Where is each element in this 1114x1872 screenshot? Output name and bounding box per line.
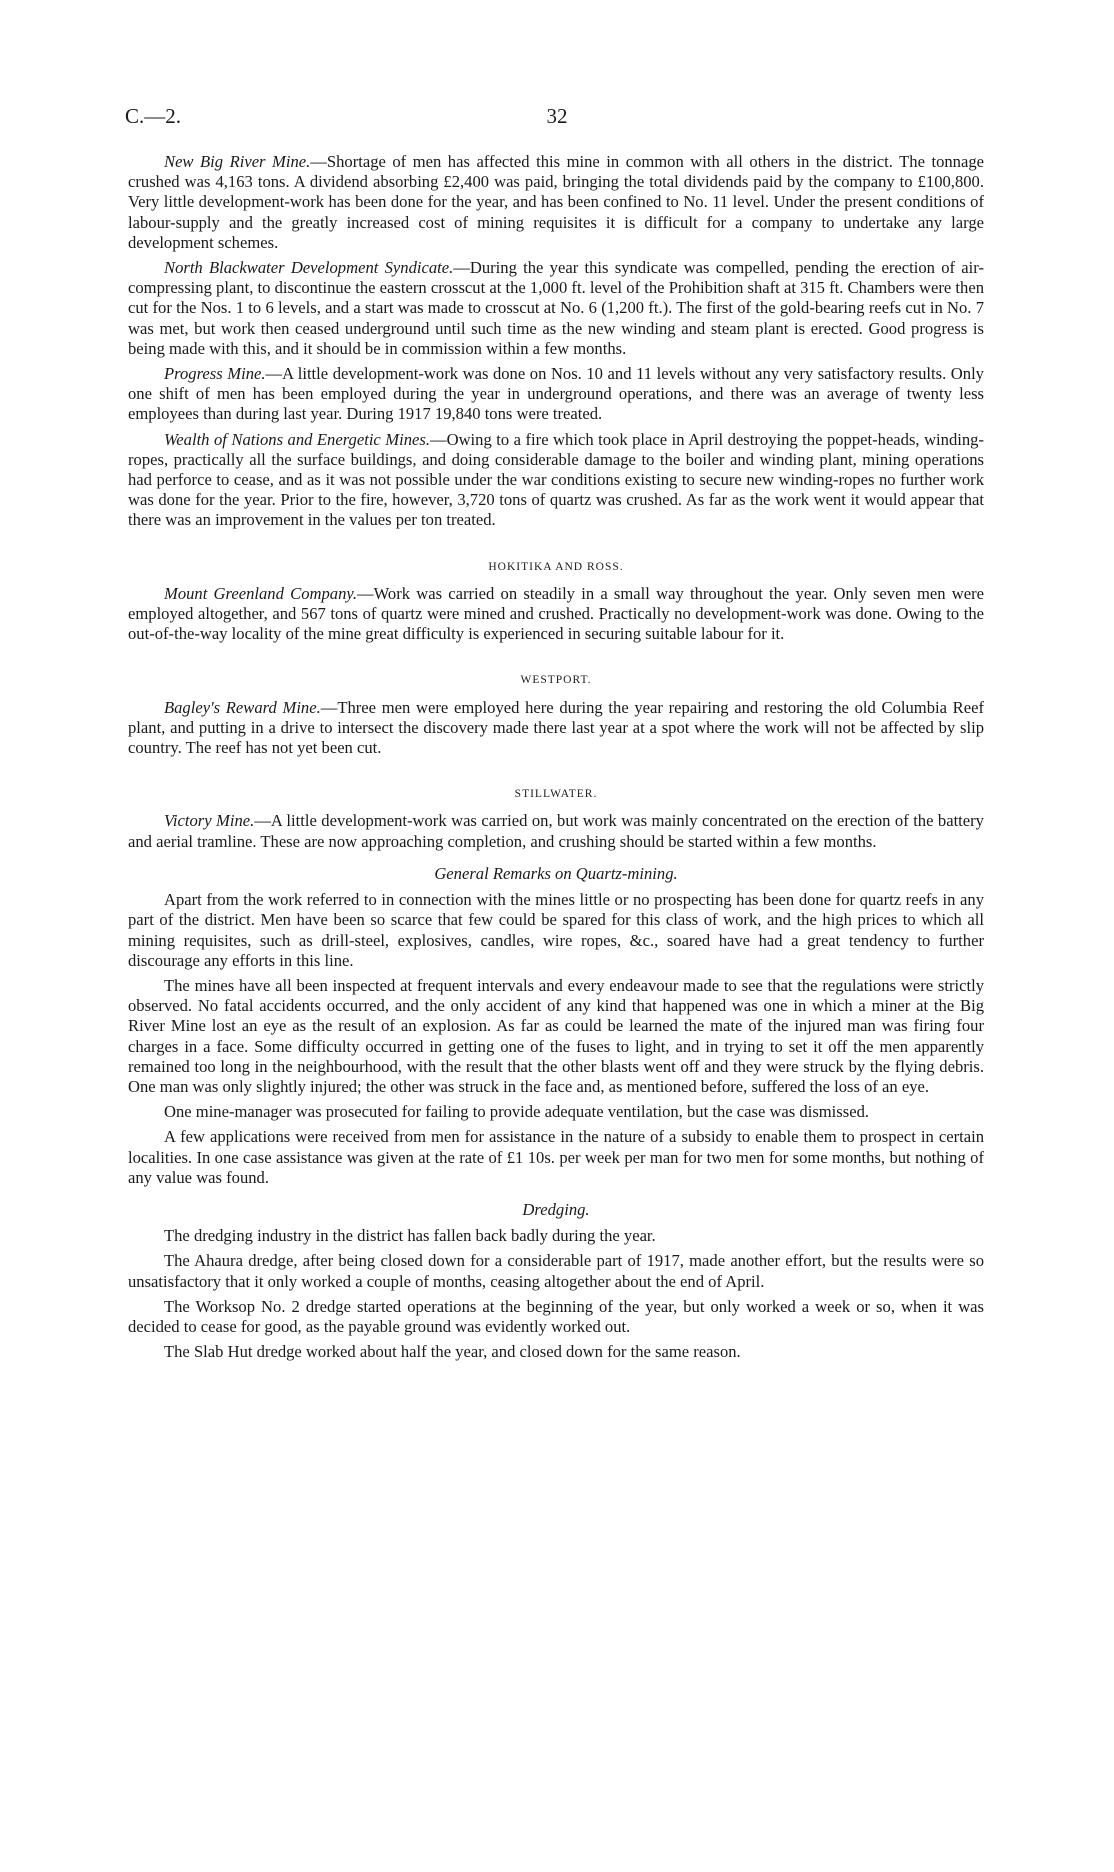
paragraph	[128, 1102, 984, 1122]
paragraph-text: —During the year this syndicate was compelled, pending the erection of air-compressing plant, to discontinue the eastern crosscut at the 1,000 ft. level of the Prohibition shaft at 315 ft. Chambers were then cut for the Nos. 1 to 6 levels, and a start was made to crosscut at No. 6 (1,200 ft.). The first of the gold-bearing reefs cut in No. 7 was met, but work then ceased underground until such time as the new winding and steam plant is erected. Good progress is being made with this, and it should be in commission within a few months.	[128, 258, 984, 358]
paragraph	[128, 152, 984, 253]
paragraph-lead: Mount Greenland Company.	[164, 583, 357, 603]
running-header	[125, 104, 989, 132]
paragraph-text: Apart from the work referred to in connection with the mines little or no prospecting has been done for quartz reefs in any part of the district. Men have been so scarce that few could be spared for this class of work, and the high prices to which all mining requisites, such as drill-steel, explosives, candles, wire ropes, &c., soared have had a great tendency to further discourage any efforts in this line.	[128, 890, 984, 970]
paragraph-text: The mines have all been inspected at frequent intervals and every endeavour made to see that the regulations were strictly observed. No fatal accidents occurred, and the only accident of any kind that happened was one in which a miner at the Big River Mine lost an eye as the result of an explosion. As far as could be learned the mate of the injured man was firing four charges in a face. Some difficulty occurred in getting one of the fuses to light, and in trying to set it off the men apparently remained too long in the neighbourhood, with the result that the other blasts went off and they were struck by the flying debris. One man was only slightly injured; the other was struck in the face and, as mentioned before, suffered the loss of an eye.	[128, 975, 984, 1096]
section-heading: STILLWATER.	[514, 788, 598, 801]
paragraph-lead: Wealth of Nations and Energetic Mines.	[164, 429, 430, 449]
paragraph	[128, 1251, 984, 1291]
paragraph-text: The dredging industry in the district has fallen back badly during the year.	[164, 1226, 656, 1246]
paragraph-text: The Slab Hut dredge worked about half the year, and closed down for the same reason.	[164, 1342, 741, 1362]
paragraph	[128, 1226, 984, 1246]
page-number: 32	[546, 104, 568, 128]
paragraph-text: —Shortage of men has affected this mine in common with all others in the district. The tonnage crushed was 4,163 tons. A dividend absorbing £2,400 was paid, bringing the total dividends paid by the company to £100,800. Very little development-work has been done for the year, and has been confined to No. 11 level. Under the present conditions of labour-supply and the greatly increased cost of mining requisites it is difficult for a company to undertake any large development schemes.	[128, 152, 984, 252]
paragraph-text: —Owing to a fire which took place in April destroying the poppet-heads, winding-ropes, practically all the surface buildings, and doing considerable damage to the boiler and winding plant, mining operations had perforce to cease, and as it was not possible under the war conditions existing to secure new winding-ropes no further work was done for the year. Prior to the fire, however, 3,720 tons of quartz was crushed. As far as the work went it would appear that there was an improvement in the values per ton treated.	[128, 429, 984, 530]
section-subheading: General Remarks on Quartz-mining.	[434, 863, 678, 883]
paragraph-lead: Bagley's Reward Mine.	[164, 697, 321, 717]
section-heading: HOKITIKA AND ROSS.	[488, 560, 624, 573]
paragraph-lead: North Blackwater Development Syndicate.	[164, 258, 454, 278]
section-subheading: Dredging.	[522, 1199, 590, 1219]
paragraph-text: —Three men were employed here during the year repairing and restoring the old Columbia Reef plant, and putting in a drive to intersect the discovery made there last year at a spot where the work will not be affected by slip country. The reef has not yet been cut.	[128, 697, 984, 758]
body-text	[128, 152, 984, 1367]
paragraph	[128, 811, 984, 851]
paragraph	[128, 1342, 984, 1362]
paragraph	[128, 430, 984, 531]
parliamentary-reference: C.—2.	[125, 104, 182, 128]
paragraph	[128, 976, 984, 1097]
paragraph	[128, 698, 984, 759]
paragraph-lead: New Big River Mine.	[164, 152, 311, 171]
paragraph-lead: Progress Mine.	[164, 364, 266, 384]
paragraph-text: A few applications were received from men for assistance in the nature of a subsidy to enable them to prospect in certain localities. In one case assistance was given at the rate of £1 10s. per week per man for two men for some months, but nothing of any value was found.	[128, 1127, 984, 1187]
paragraph-text: One mine-manager was prosecuted for failing to provide adequate ventilation, but the case was dismissed.	[164, 1102, 870, 1122]
section-heading: WESTPORT.	[520, 674, 592, 687]
paragraph-text: The Worksop No. 2 dredge started operations at the beginning of the year, but only worked a week or so, when it was decided to cease for good, as the payable ground was evidently worked out.	[128, 1296, 984, 1336]
paragraph-lead: Victory Mine.	[164, 811, 255, 831]
paragraph-text: The Ahaura dredge, after being closed down for a considerable part of 1917, made another effort, but the results were so unsatisfactory that it only worked a couple of months, ceasing altogether about the end of April.	[128, 1251, 984, 1291]
paragraph-text: —A little development-work was carried on, but work was mainly concentrated on the erection of the battery and aerial tramline. These are now approaching completion, and crushing should be started within a few months.	[128, 811, 984, 851]
paragraph-text: —Work was carried on steadily in a small way throughout the year. Only seven men were employed altogether, and 567 tons of quartz were mined and crushed. Practically no development-work was done. Owing to the out-of-the-way locality of the mine great difficulty is experienced in securing suitable labour for it.	[128, 583, 984, 644]
paragraph	[128, 1127, 984, 1188]
paragraph	[128, 890, 984, 971]
paragraph	[128, 584, 984, 645]
paragraph	[128, 364, 984, 425]
paragraph-text: —A little development-work was done on Nos. 10 and 11 levels without any very satisfactory results. Only one shift of men has been employed during the year in underground operations, and there was an average of twenty less employees than during last year. During 1917 19,840 tons were treated.	[128, 364, 984, 424]
paragraph	[128, 258, 984, 359]
paragraph	[128, 1297, 984, 1337]
